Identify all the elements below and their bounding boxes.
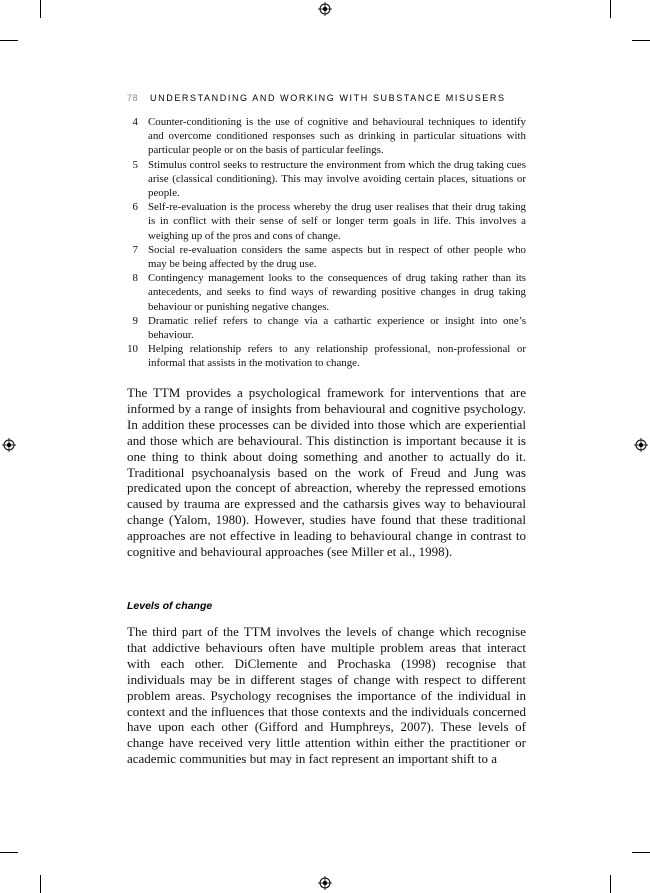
list-item-text: Helping relationship refers to any relationship professional, non-professional or informal that assists in the motivation to change. <box>148 343 526 370</box>
numbered-list <box>127 115 526 371</box>
list-item-number: 6 <box>132 201 138 214</box>
list-item <box>127 115 526 158</box>
registration-mark-icon <box>318 2 332 16</box>
list-item-text: Dramatic relief refers to change via a cathartic experience or insight into one’s behaviour. <box>148 314 526 342</box>
body-paragraph: The TTM provides a psychological framework for interventions that are informed by a range of insights from behavioural and cognitive psychology. In addition these processes can be divided into those which are experiential and those which are behavioural. This distinction is important because it is one thing to think about doing something and another to actually do it. Traditional psychoanalysis based on the work of Freud and Jung was predicated upon the concept of abreaction, whereby the repressed emotions caused by trauma are expressed and the catharsis gives way to behavioural change (Yalom, 1980). However, studies have found that these traditional approaches are not effective in leading to behavioural change in contrast to cognitive and behavioural approaches (see Miller et al., 1998). <box>127 385 526 560</box>
list-item <box>127 200 526 243</box>
list-item <box>127 158 526 201</box>
list-item <box>127 342 526 370</box>
registration-mark-icon <box>2 438 16 452</box>
list-item <box>127 243 526 271</box>
page-number: 78 <box>127 93 139 103</box>
running-header <box>127 93 527 103</box>
crop-mark <box>0 852 18 853</box>
crop-mark <box>40 0 41 18</box>
list-item-number: 8 <box>132 272 138 285</box>
list-item-number: 9 <box>132 314 138 327</box>
list-item-number: 7 <box>132 243 138 256</box>
crop-mark <box>632 852 650 853</box>
crop-mark <box>610 875 611 893</box>
list-item <box>127 314 526 342</box>
list-item-number: 5 <box>132 158 138 171</box>
list-item-number: 10 <box>127 343 138 356</box>
running-title: UNDERSTANDING AND WORKING WITH SUBSTANCE MISUSERS <box>150 93 506 103</box>
registration-mark-icon <box>634 438 648 452</box>
list-item-number: 4 <box>132 116 138 128</box>
list-item-text: Stimulus control seeks to restructure the environment from which the drug taking cues arise (classical conditioning). This may involve avoiding certain places, situations or people. <box>148 158 526 200</box>
crop-mark <box>610 0 611 18</box>
crop-mark <box>632 40 650 41</box>
list-item-text: Contingency management looks to the consequences of drug taking rather than its antecedents, and seeks to find ways of rewarding positive changes in drug taking behaviour or punishing negative changes. <box>148 272 526 313</box>
crop-mark <box>40 875 41 893</box>
list-item <box>127 271 526 314</box>
list-item-text: Counter-conditioning is the use of cognitive and behavioural techniques to identify and overcome conditioned responses such as drinking in particular situations with particular people or on the basis of particular feelings. <box>148 116 526 157</box>
body-paragraph: The third part of the TTM involves the levels of change which recognise that addictive behaviours often have multiple problem areas that interact with each other. DiClemente and Prochaska (1998) recognise that individuals may be in different stages of change with respect to different problem areas. Psychology recognises the importance of the individual in context and the influences that those contexts and the individuals concerned have upon each other (Gifford and Humphreys, 2007). These levels of change have received very little attention within either the practitioner or academic communities but may in fact represent an important shift to a <box>127 624 526 767</box>
list-item-text: Social re-evaluation considers the same aspects but in respect of other people who may be being affected by the drug use. <box>148 243 526 271</box>
list-item-text: Self-re-evaluation is the process whereby the drug user realises that their drug taking is in conflict with their sense of self or longer term goals in life. This involves a weighing up of the pros and cons of change. <box>148 201 526 242</box>
registration-mark-icon <box>318 876 332 890</box>
section-heading: Levels of change <box>127 600 213 612</box>
crop-mark <box>0 40 18 41</box>
